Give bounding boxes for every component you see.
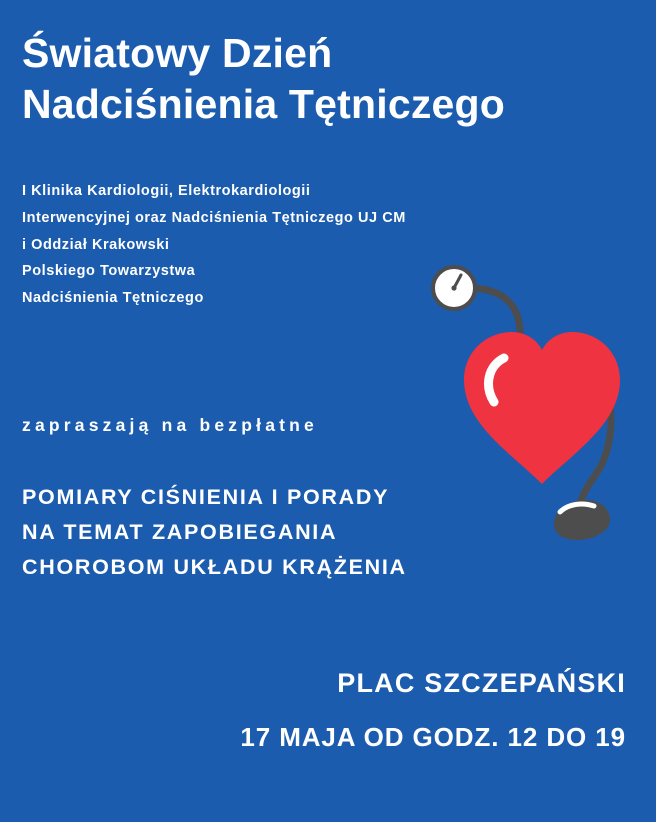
organisers-line-1: I Klinika Kardiologii, Elektrokardiologii	[22, 183, 311, 199]
services-line-2: NA TEMAT ZAPOBIEGANIA	[22, 519, 338, 544]
page-title	[22, 28, 632, 131]
heart-shape	[464, 332, 620, 484]
invitation-text: zapraszają na bezpłatne	[22, 415, 318, 435]
page-title-line-1: Światowy Dzień	[22, 30, 333, 76]
event-place: PLAC SZCZEPAŃSKI	[337, 668, 626, 698]
organisers-line-5: Nadciśnienia Tętniczego	[22, 290, 204, 307]
organisers-line-3: i Oddział Krakowski	[22, 236, 170, 253]
services-line-1: POMIARY CIŚNIENIA I PORADY	[22, 485, 390, 509]
organisers-line-2: Interwencyjnej oraz Nadciśnienia Tętniczego UJ CM	[22, 209, 406, 226]
event-date: 17 MAJA OD GODZ. 12 DO 19	[240, 722, 626, 752]
heart-with-blood-pressure-monitor-icon	[420, 258, 636, 570]
services-line-3: CHOROBOM UKŁADU KRĄŻENIA	[22, 554, 407, 579]
gauge-pivot	[451, 285, 456, 290]
organisers-line-4: Polskiego Towarzystwa	[22, 263, 196, 280]
page-title-line-2: Nadciśnienia Tętniczego	[22, 81, 506, 128]
